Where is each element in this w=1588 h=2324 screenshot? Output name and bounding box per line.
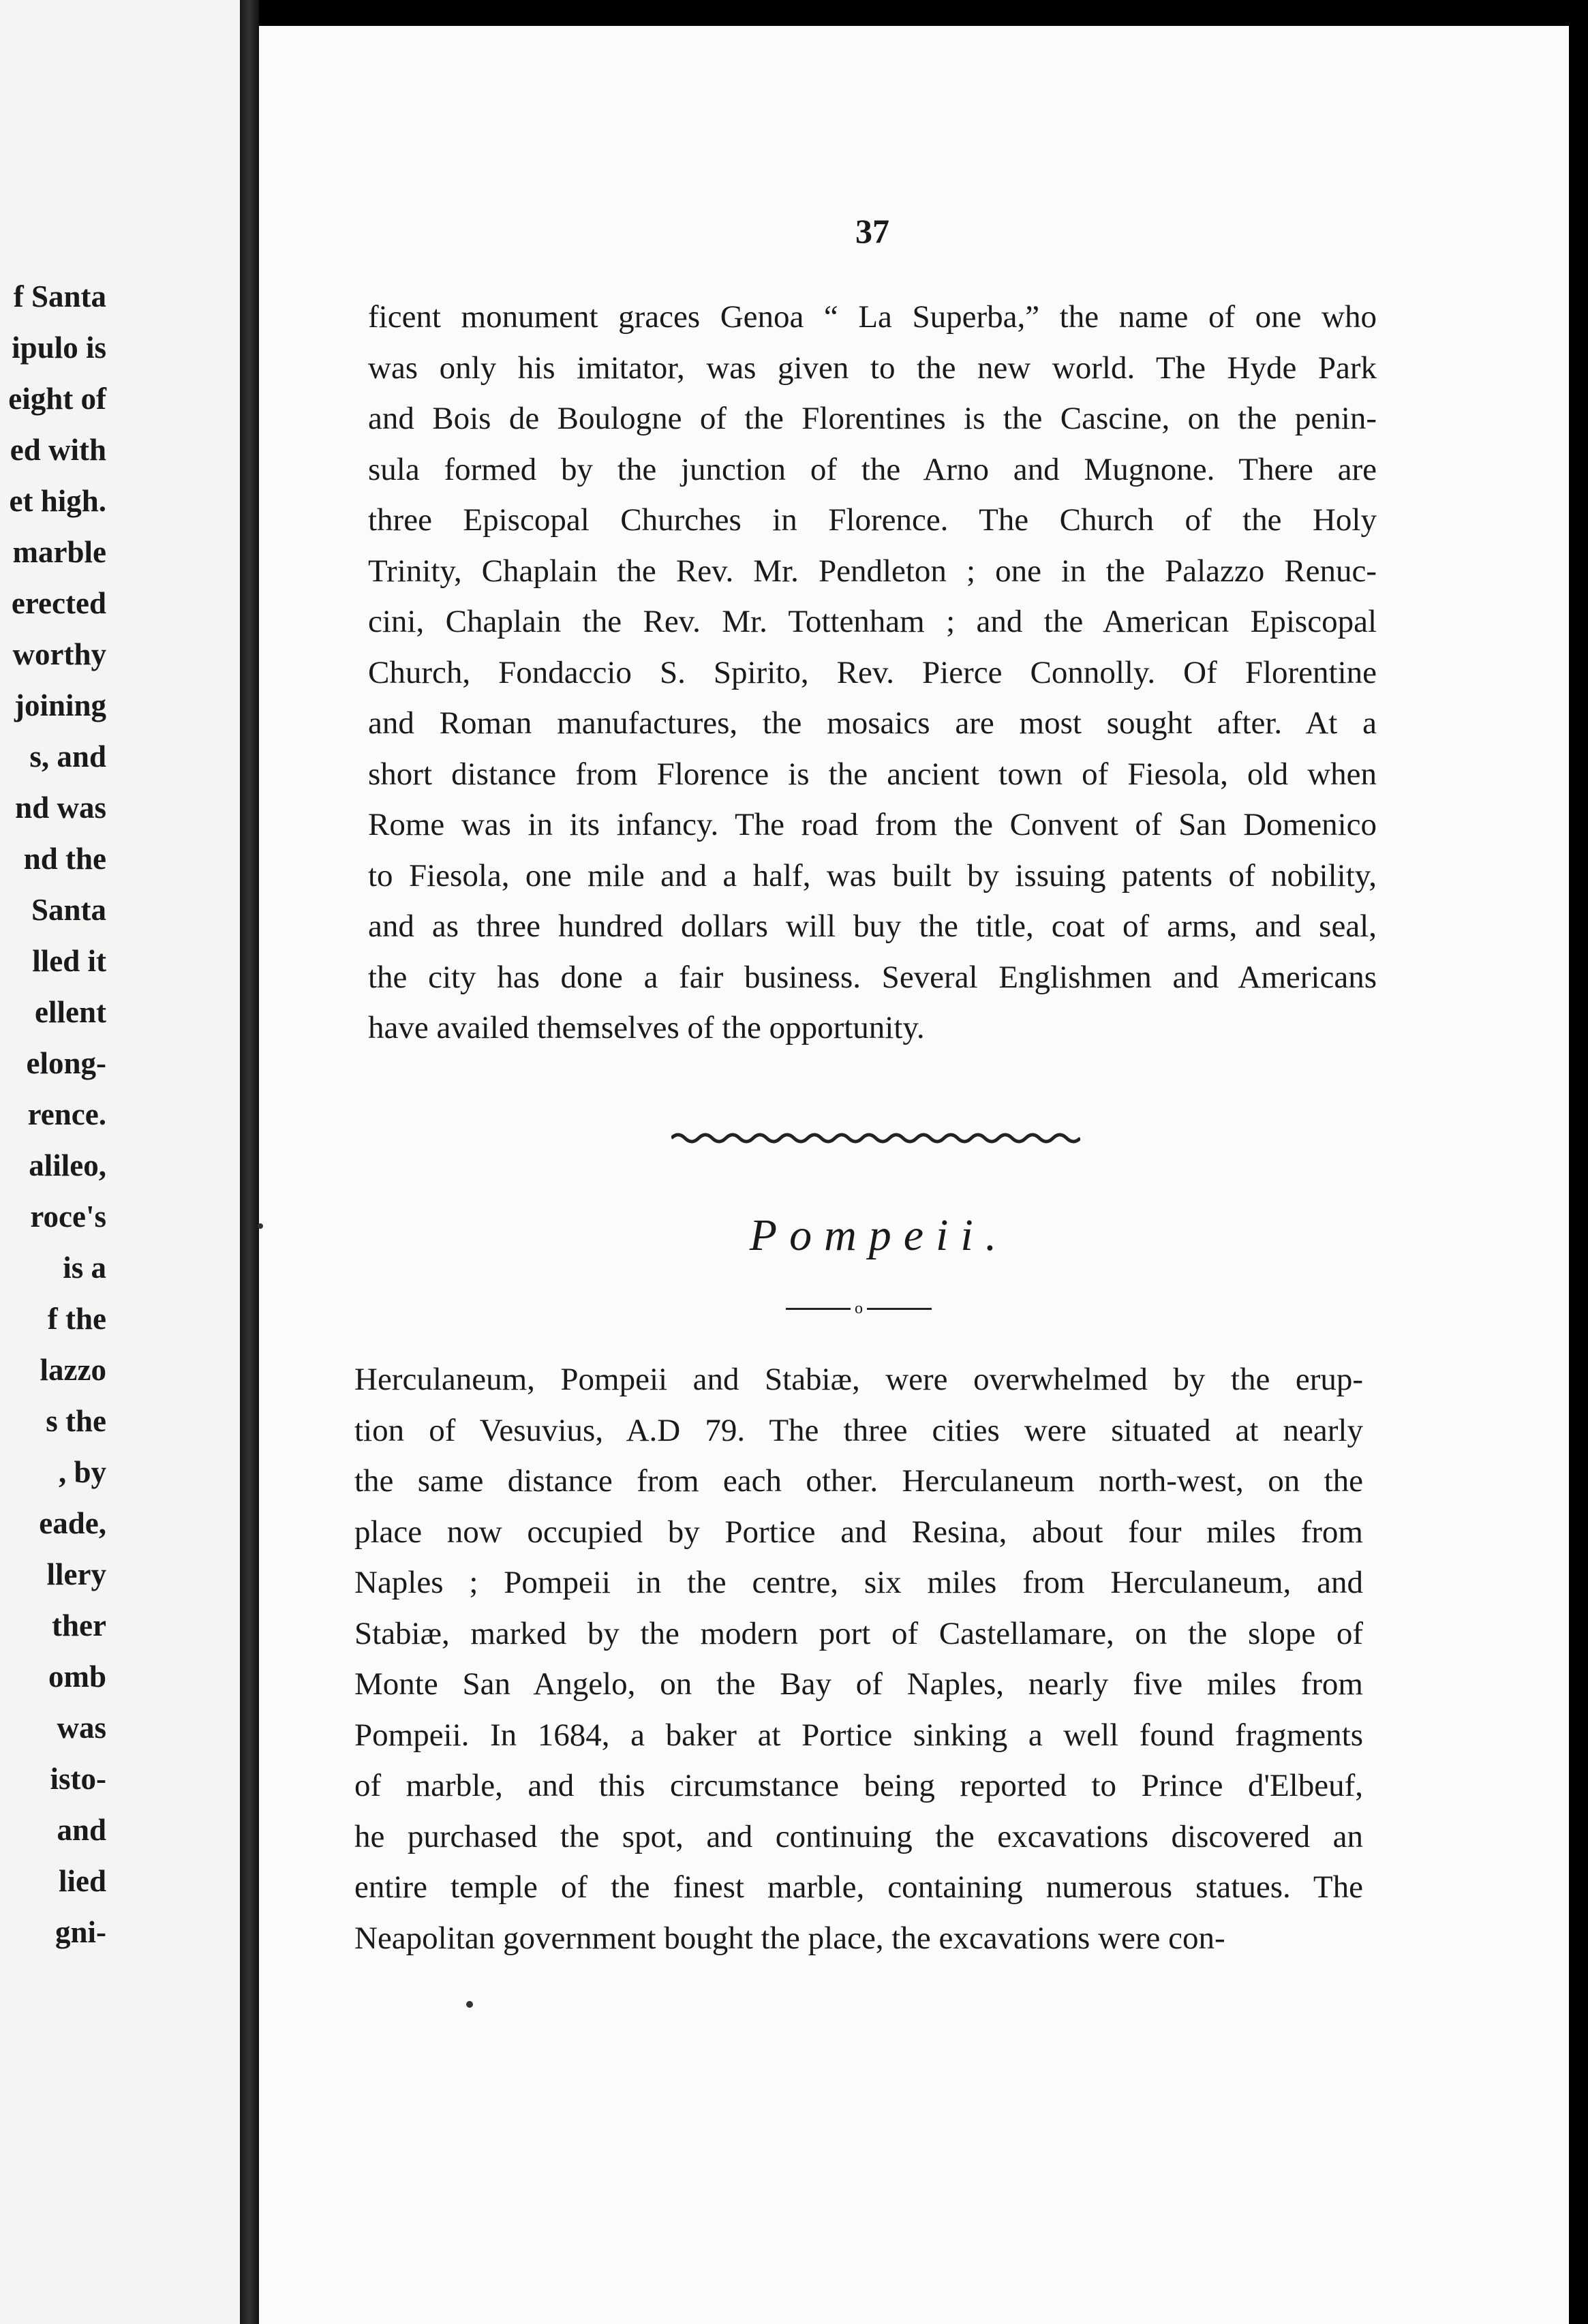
- left-page-fragment: f Santa: [13, 279, 106, 314]
- left-page-fragment: ipulo is: [12, 331, 106, 365]
- left-page-fragment: rence.: [27, 1097, 106, 1131]
- text-line: place now occupied by Portice and Resina, about four miles from: [354, 1514, 1363, 1550]
- page-number: 37: [855, 212, 889, 250]
- text-line: the same distance from each other. Herculaneum north-west, on the: [354, 1463, 1363, 1499]
- title-rule-mark: o: [855, 1300, 863, 1317]
- left-page-fragment: eight of: [8, 382, 106, 416]
- stray-ink-dot: [466, 2001, 473, 2008]
- left-page-fragment: roce's: [30, 1199, 106, 1234]
- title-rule-right-line: [867, 1308, 932, 1310]
- text-line: the city has done a fair business. Several Englishmen and Americans: [368, 959, 1377, 995]
- left-page-fragment: s the: [46, 1404, 106, 1438]
- left-page-fragment: Santa: [31, 893, 106, 927]
- left-page-fragment: f the: [47, 1302, 106, 1336]
- text-line: and Roman manufactures, the mosaics are most sought after. At a: [368, 705, 1377, 741]
- left-page-fragment: joining: [14, 688, 106, 722]
- left-page-fragment: lied: [58, 1864, 106, 1898]
- section-title: Pompeii.: [749, 1210, 1009, 1260]
- text-line: entire temple of the finest marble, containing numerous statues. The: [354, 1869, 1363, 1905]
- text-line: three Episcopal Churches in Florence. The Church of the Holy: [368, 502, 1377, 538]
- wavy-divider-ornament: [671, 1130, 1080, 1146]
- left-page-fragment: ther: [52, 1608, 106, 1642]
- text-line: to Fiesola, one mile and a half, was built by issuing patents of nobility,: [368, 857, 1377, 893]
- left-page-fragment: omb: [48, 1660, 106, 1694]
- text-line: and Bois de Boulogne of the Florentines is the Cascine, on the penin-: [368, 401, 1377, 436]
- text-line: ficent monument graces Genoa “ La Superba,” the name of one who: [368, 299, 1377, 335]
- title-rule-left-line: [786, 1308, 851, 1310]
- text-line: Herculaneum, Pompeii and Stabiæ, were overwhelmed by the erup-: [354, 1362, 1363, 1397]
- text-line: cini, Chaplain the Rev. Mr. Tottenham ; and the American Episcopal: [368, 604, 1377, 639]
- left-page-fragment: is a: [63, 1251, 106, 1285]
- left-page-fragment: ellent: [35, 995, 106, 1029]
- text-line: of marble, and this circumstance being reported to Prince d'Elbeuf,: [354, 1768, 1363, 1803]
- text-line: Trinity, Chaplain the Rev. Mr. Pendleton ; one in the Palazzo Renuc-: [368, 553, 1377, 589]
- left-page-fragment: erected: [11, 586, 106, 620]
- left-page-fragment: s, and: [29, 739, 106, 774]
- left-page-fragment: was: [57, 1711, 106, 1745]
- left-page-fragment: marble: [12, 535, 106, 569]
- text-line: Church, Fondaccio S. Spirito, Rev. Pierce Connolly. Of Florentine: [368, 654, 1377, 690]
- left-page-fragment: nd the: [23, 842, 106, 876]
- left-page-fragment: and: [57, 1813, 106, 1847]
- text-line: Pompeii. In 1684, a baker at Portice sinking a well found fragments: [354, 1717, 1363, 1753]
- text-line: have availed themselves of the opportunity.: [368, 1010, 925, 1045]
- text-line: sula formed by the junction of the Arno and Mugnone. There are: [368, 451, 1377, 487]
- left-page-fragment: gni-: [55, 1915, 106, 1949]
- left-page-fragment: et high.: [9, 484, 106, 518]
- left-page-fragment: isto-: [50, 1762, 106, 1796]
- left-page-fragment: nd was: [15, 791, 106, 825]
- left-page-fragment: eade,: [39, 1506, 106, 1540]
- left-facing-page: [0, 0, 240, 2324]
- page-right-edge: [1569, 0, 1588, 2324]
- text-line: Monte San Angelo, on the Bay of Naples, nearly five miles from: [354, 1666, 1363, 1702]
- left-page-fragment: lled it: [32, 944, 106, 978]
- paragraph-pompeii: [354, 1354, 1363, 1963]
- left-page-fragment: alileo,: [29, 1148, 106, 1182]
- paragraph-florence: [368, 292, 1377, 1054]
- left-page-fragment: ed with: [10, 433, 106, 467]
- left-page-text-fragments: [0, 271, 240, 1958]
- text-line: Rome was in its infancy. The road from the Convent of San Domenico: [368, 807, 1377, 842]
- left-page-fragment: lazzo: [40, 1353, 106, 1387]
- book-gutter: [240, 0, 259, 2324]
- left-page-fragment: llery: [46, 1557, 106, 1591]
- text-line: and as three hundred dollars will buy the title, coat of arms, and seal,: [368, 908, 1377, 944]
- page-top-edge: [259, 0, 1588, 26]
- text-line: short distance from Florence is the ancient town of Fiesola, old when: [368, 756, 1377, 792]
- left-page-fragment: elong-: [26, 1046, 106, 1080]
- text-line: tion of Vesuvius, A.D 79. The three cities were situated at nearly: [354, 1412, 1363, 1448]
- left-page-fragment: , by: [58, 1455, 106, 1489]
- text-line: Naples ; Pompeii in the centre, six miles from Herculaneum, and: [354, 1565, 1363, 1600]
- text-line: was only his imitator, was given to the new world. The Hyde Park: [368, 350, 1377, 386]
- stray-ink-dot: [258, 1223, 263, 1229]
- title-rule: [777, 1298, 941, 1319]
- left-page-fragment: worthy: [12, 637, 106, 671]
- text-line: he purchased the spot, and continuing the excavations discovered an: [354, 1818, 1363, 1854]
- text-line: Stabiæ, marked by the modern port of Castellamare, on the slope of: [354, 1615, 1363, 1651]
- text-line: Neapolitan government bought the place, the excavations were con-: [354, 1920, 1225, 1956]
